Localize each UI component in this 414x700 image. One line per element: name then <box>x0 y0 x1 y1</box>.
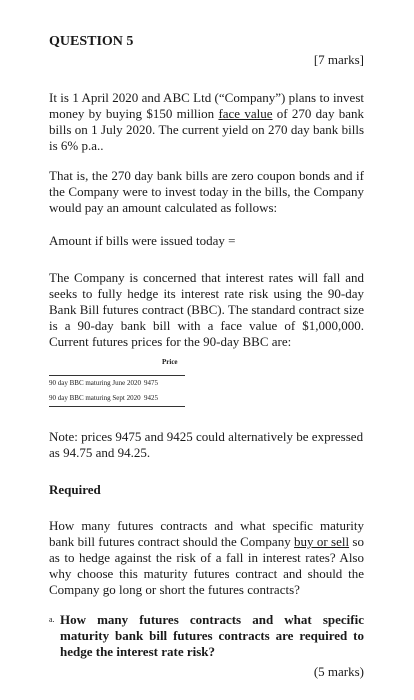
price-table-bottom-rule <box>49 406 185 407</box>
part-a-question: How many futures contracts and what specific maturity bank bill futures contracts are required to hedge the interest rate risk? <box>60 612 364 659</box>
amount-line: Amount if bills were issued today = <box>49 233 236 248</box>
price-row-value: 9425 <box>143 394 158 402</box>
price-row-sept <box>49 388 158 403</box>
note-paragraph: Note: prices 9475 and 9425 could alternatively be expressed as 94.75 and 94.25. <box>49 429 364 460</box>
price-row-june <box>49 379 158 388</box>
required-text-2: so as to hedge against the risk of a fall in interest rates? Also why choose this maturity futures contract and should the Company go long or short the futures contracts? <box>49 534 364 597</box>
question-title: QUESTION 5 <box>49 34 134 49</box>
hedge-paragraph: The Company is concerned that interest rates will fall and seeks to fully hedge its interest rate risk using the 90-day Bank Bill futures contract (BBC). The standard contract size is a 90-day bank bill with a face value of $1,000,000. Current futures prices for the 90-day BBC are: <box>49 270 364 349</box>
intro-text-1: It is 1 April 2020 and ABC Ltd (“Company”) plans to invest money by buying $150 million <box>49 90 364 121</box>
question-marks: [7 marks] <box>313 52 364 67</box>
price-table <box>49 379 158 403</box>
buy-or-sell-term: buy or sell <box>294 534 350 549</box>
required-text-1: How many futures contracts and what specific maturity bank bill futures contract should the Company <box>49 518 364 549</box>
intro-text-2: of 270 day bank bills on 1 July 2020. The current yield on 270 day bank bills is 6% p.a.. <box>49 106 364 153</box>
price-row-value: 9475 <box>143 379 158 387</box>
price-table-top-rule <box>49 375 185 376</box>
part-a-label: a. <box>49 615 55 624</box>
price-row-label: 90 day BBC maturing June 2020 <box>49 379 141 387</box>
price-header: Price <box>162 358 178 366</box>
part-a-marks: (5 marks) <box>313 664 364 679</box>
required-heading: Required <box>49 482 101 497</box>
face-value-term: face value <box>218 106 273 121</box>
price-row-label: 90 day BBC maturing Sept 2020 <box>49 394 141 402</box>
zero-coupon-paragraph: That is, the 270 day bank bills are zero coupon bonds and if the Company were to invest today in the bills, the Company would pay an amount calculated as follows: <box>49 168 364 215</box>
required-paragraph <box>49 518 364 598</box>
intro-paragraph <box>49 90 364 154</box>
